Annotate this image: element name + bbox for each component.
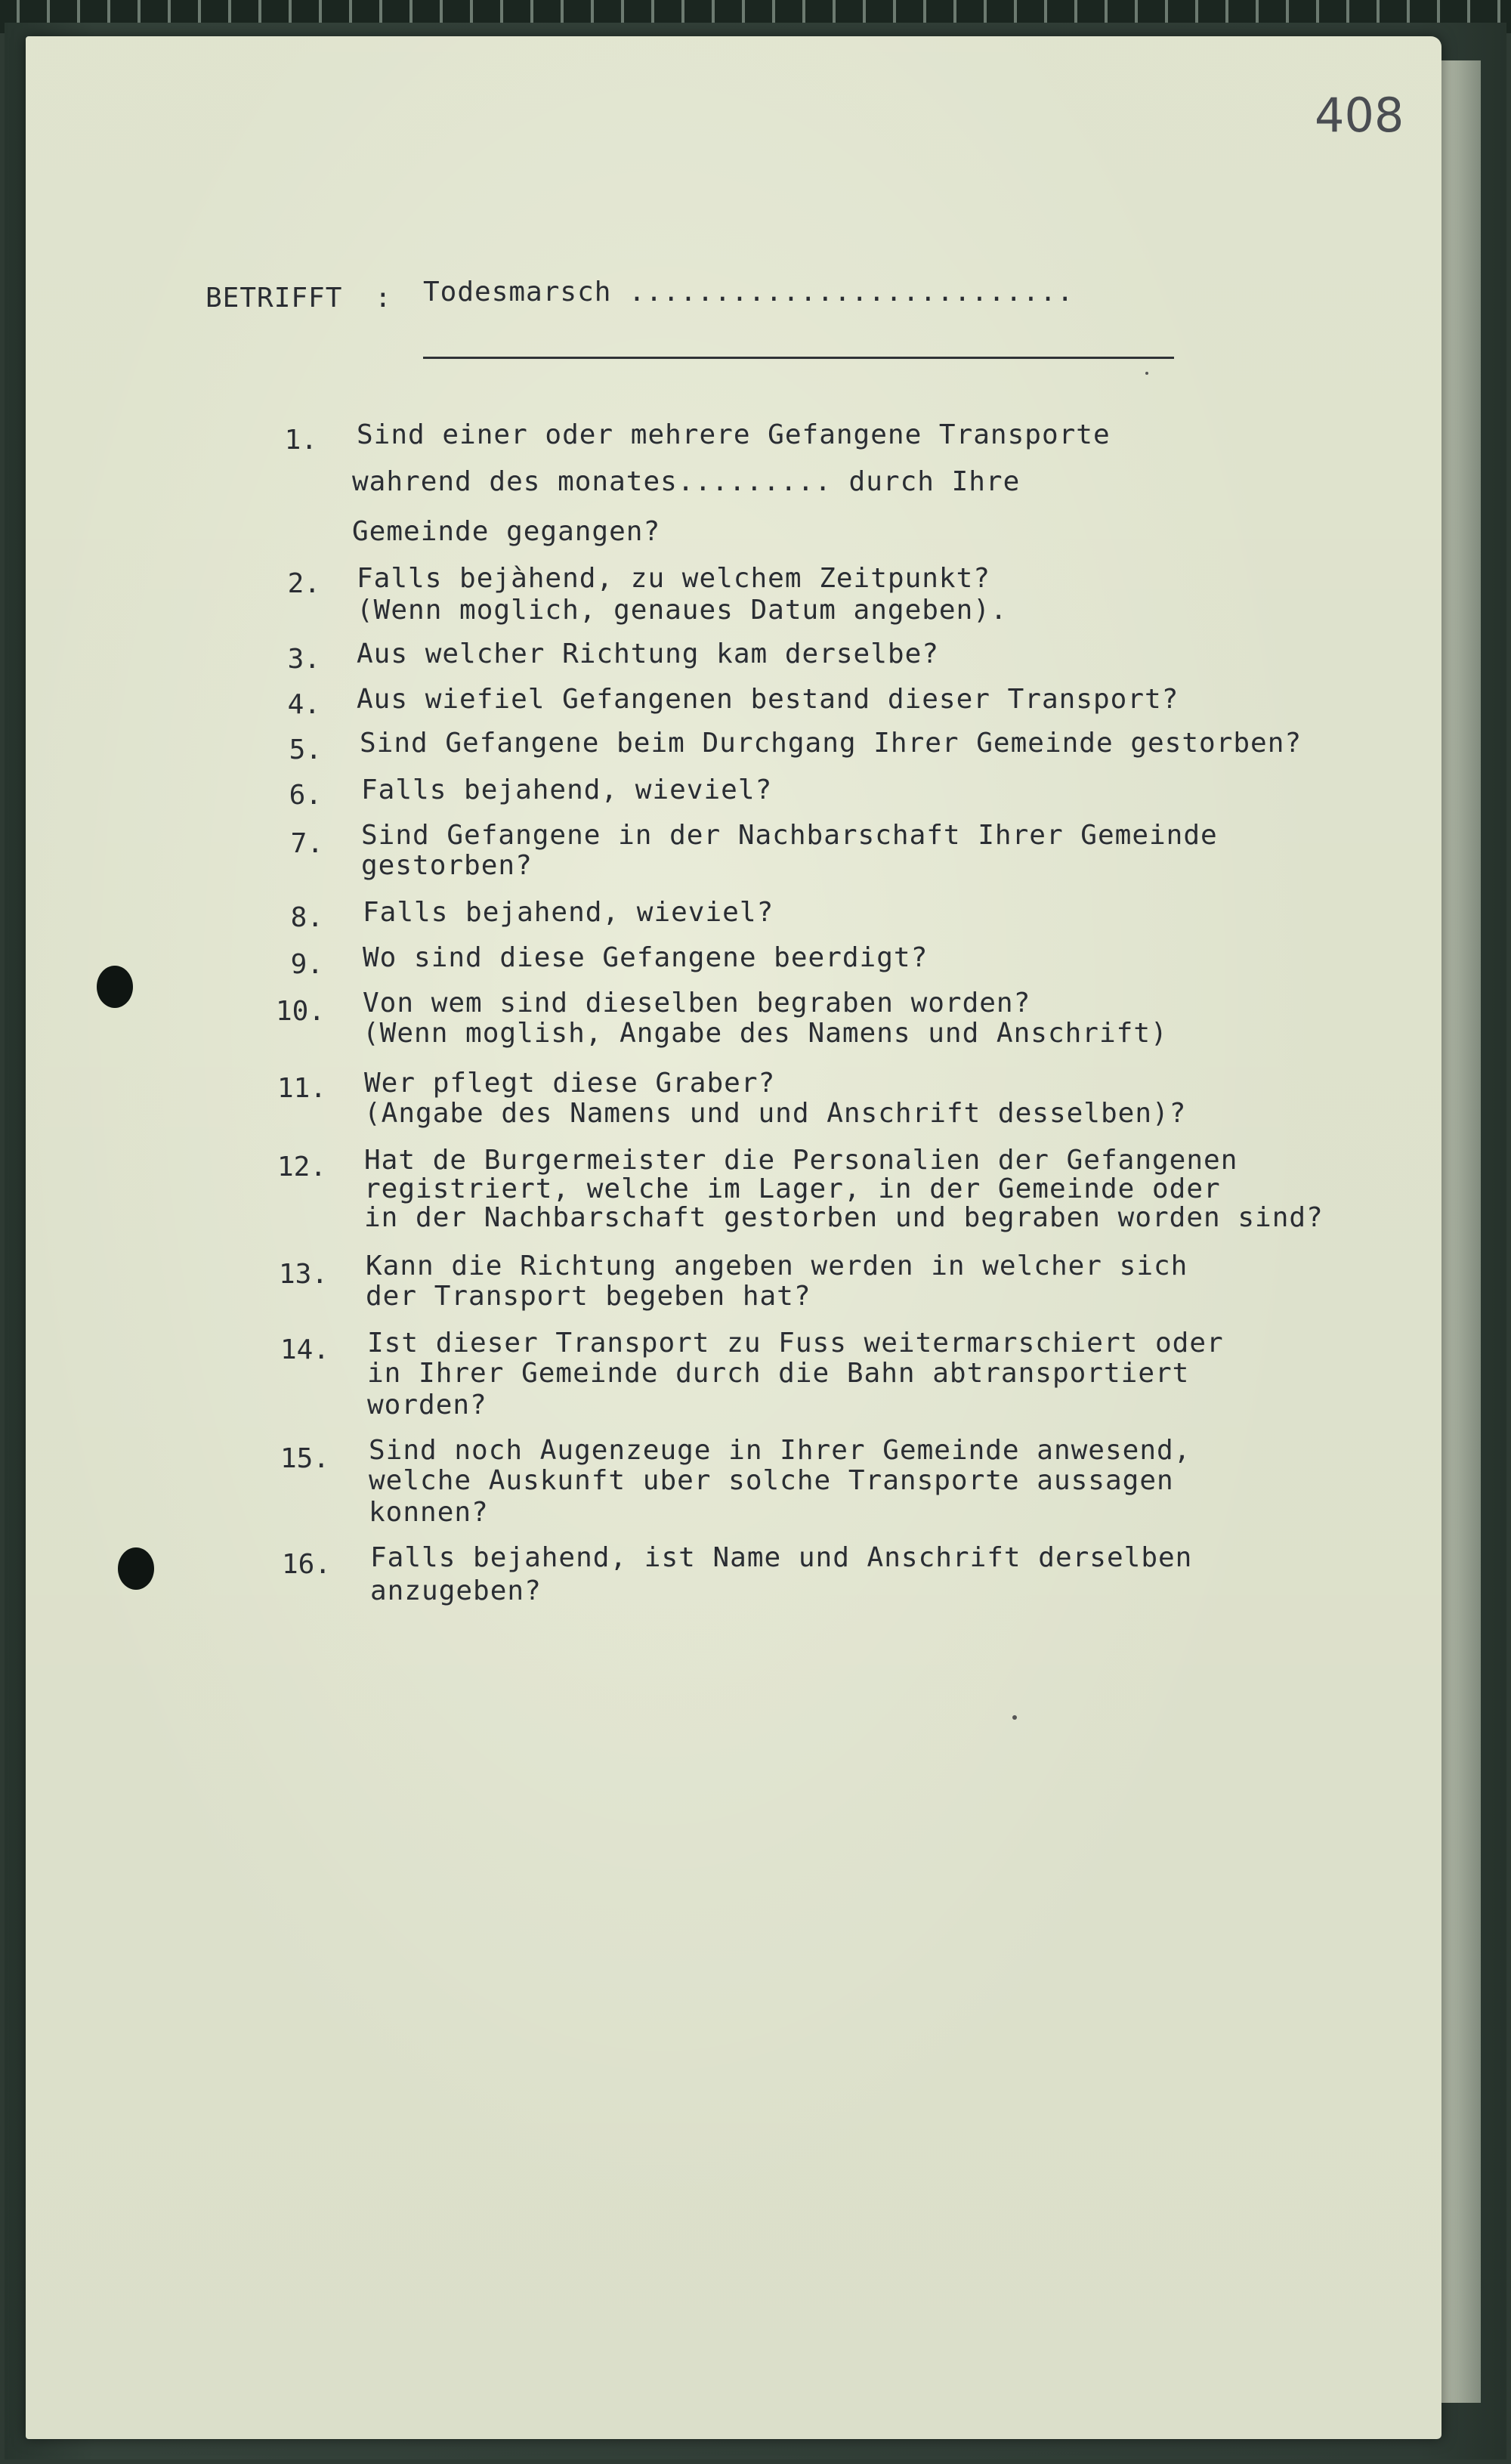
subject-underline	[423, 357, 1174, 359]
question-text: in Ihrer Gemeinde durch die Bahn abtransportiert	[367, 1358, 1190, 1389]
document-page	[26, 36, 1441, 2439]
subject-separator: :	[375, 283, 392, 314]
question-text: in der Nachbarschaft gestorben und begraben worden sind?	[364, 1202, 1324, 1233]
question-text: anzugeben?	[370, 1575, 542, 1606]
question-number: 7.	[290, 828, 323, 859]
question-text: konnen?	[369, 1497, 489, 1528]
question-text: Wer pflegt diese Graber?	[364, 1068, 776, 1099]
question-text: der Transport begeben hat?	[366, 1281, 811, 1312]
paper-speck	[1145, 372, 1148, 375]
question-text: wahrend des monates......... durch Ihre	[352, 466, 1021, 497]
question-number: 9.	[290, 949, 323, 980]
question-text: gestorben?	[361, 850, 533, 881]
question-number: 1.	[284, 425, 317, 456]
question-text: (Wenn moglish, Angabe des Namens und Anschrift)	[363, 1018, 1168, 1049]
question-number: 5.	[289, 734, 322, 765]
question-text: Falls bejahend, ist Name und Anschrift derselben	[370, 1542, 1193, 1573]
question-text: Ist dieser Transport zu Fuss weitermarschiert oder	[367, 1328, 1224, 1359]
question-text: worden?	[367, 1390, 487, 1421]
question-number: 3.	[287, 644, 320, 675]
paper-speck	[1012, 1715, 1017, 1720]
question-text: Kann die Richtung angeben werden in welcher sich	[366, 1251, 1188, 1281]
question-text: (Angabe des Namens und und Anschrift desselben)?	[364, 1098, 1187, 1129]
question-text: Sind Gefangene beim Durchgang Ihrer Gemeinde gestorben?	[360, 728, 1302, 759]
question-number: 15.	[280, 1443, 329, 1474]
question-text: Gemeinde gegangen?	[352, 516, 661, 547]
question-text: Von wem sind dieselben begraben worden?	[363, 988, 1031, 1019]
subject-label: BETRIFFT	[205, 283, 343, 314]
page-number: 408	[1315, 88, 1404, 143]
punch-hole-icon	[97, 966, 133, 1008]
question-text: (Wenn moglich, genaues Datum angeben).	[357, 595, 1008, 626]
question-text: registriert, welche im Lager, in der Gemeinde oder	[364, 1173, 1221, 1204]
question-text: Falls bejàhend, zu welchem Zeitpunkt?	[357, 563, 990, 594]
question-text: Sind einer oder mehrere Gefangene Transporte	[357, 419, 1111, 450]
question-number: 10.	[275, 996, 325, 1027]
question-text: Sind Gefangene in der Nachbarschaft Ihrer Gemeinde	[361, 820, 1218, 851]
question-text: Sind noch Augenzeuge in Ihrer Gemeinde anwesend,	[369, 1435, 1191, 1466]
question-text: Aus wiefiel Gefangenen bestand dieser Transport?	[357, 684, 1179, 715]
question-text: Aus welcher Richtung kam derselbe?	[357, 638, 939, 669]
question-number: 13.	[278, 1259, 328, 1290]
question-text: Wo sind diese Gefangene beerdigt?	[363, 942, 929, 973]
question-number: 6.	[289, 780, 322, 811]
question-number: 16.	[281, 1549, 331, 1580]
question-number: 11.	[277, 1073, 326, 1104]
question-text: welche Auskunft uber solche Transporte aussagen	[369, 1465, 1174, 1496]
subject-value: Todesmarsch ..........................	[423, 277, 1074, 308]
question-number: 2.	[287, 568, 320, 599]
question-text: Hat de Burgermeister die Personalien der Gefangenen	[364, 1145, 1238, 1176]
question-text: Falls bejahend, wieviel?	[363, 897, 774, 928]
question-number: 8.	[290, 902, 323, 933]
question-text: Falls bejahend, wieviel?	[361, 774, 773, 805]
punch-hole-icon	[118, 1547, 154, 1590]
question-number: 4.	[287, 689, 320, 720]
question-number: 12.	[277, 1152, 326, 1183]
question-number: 14.	[280, 1334, 329, 1365]
